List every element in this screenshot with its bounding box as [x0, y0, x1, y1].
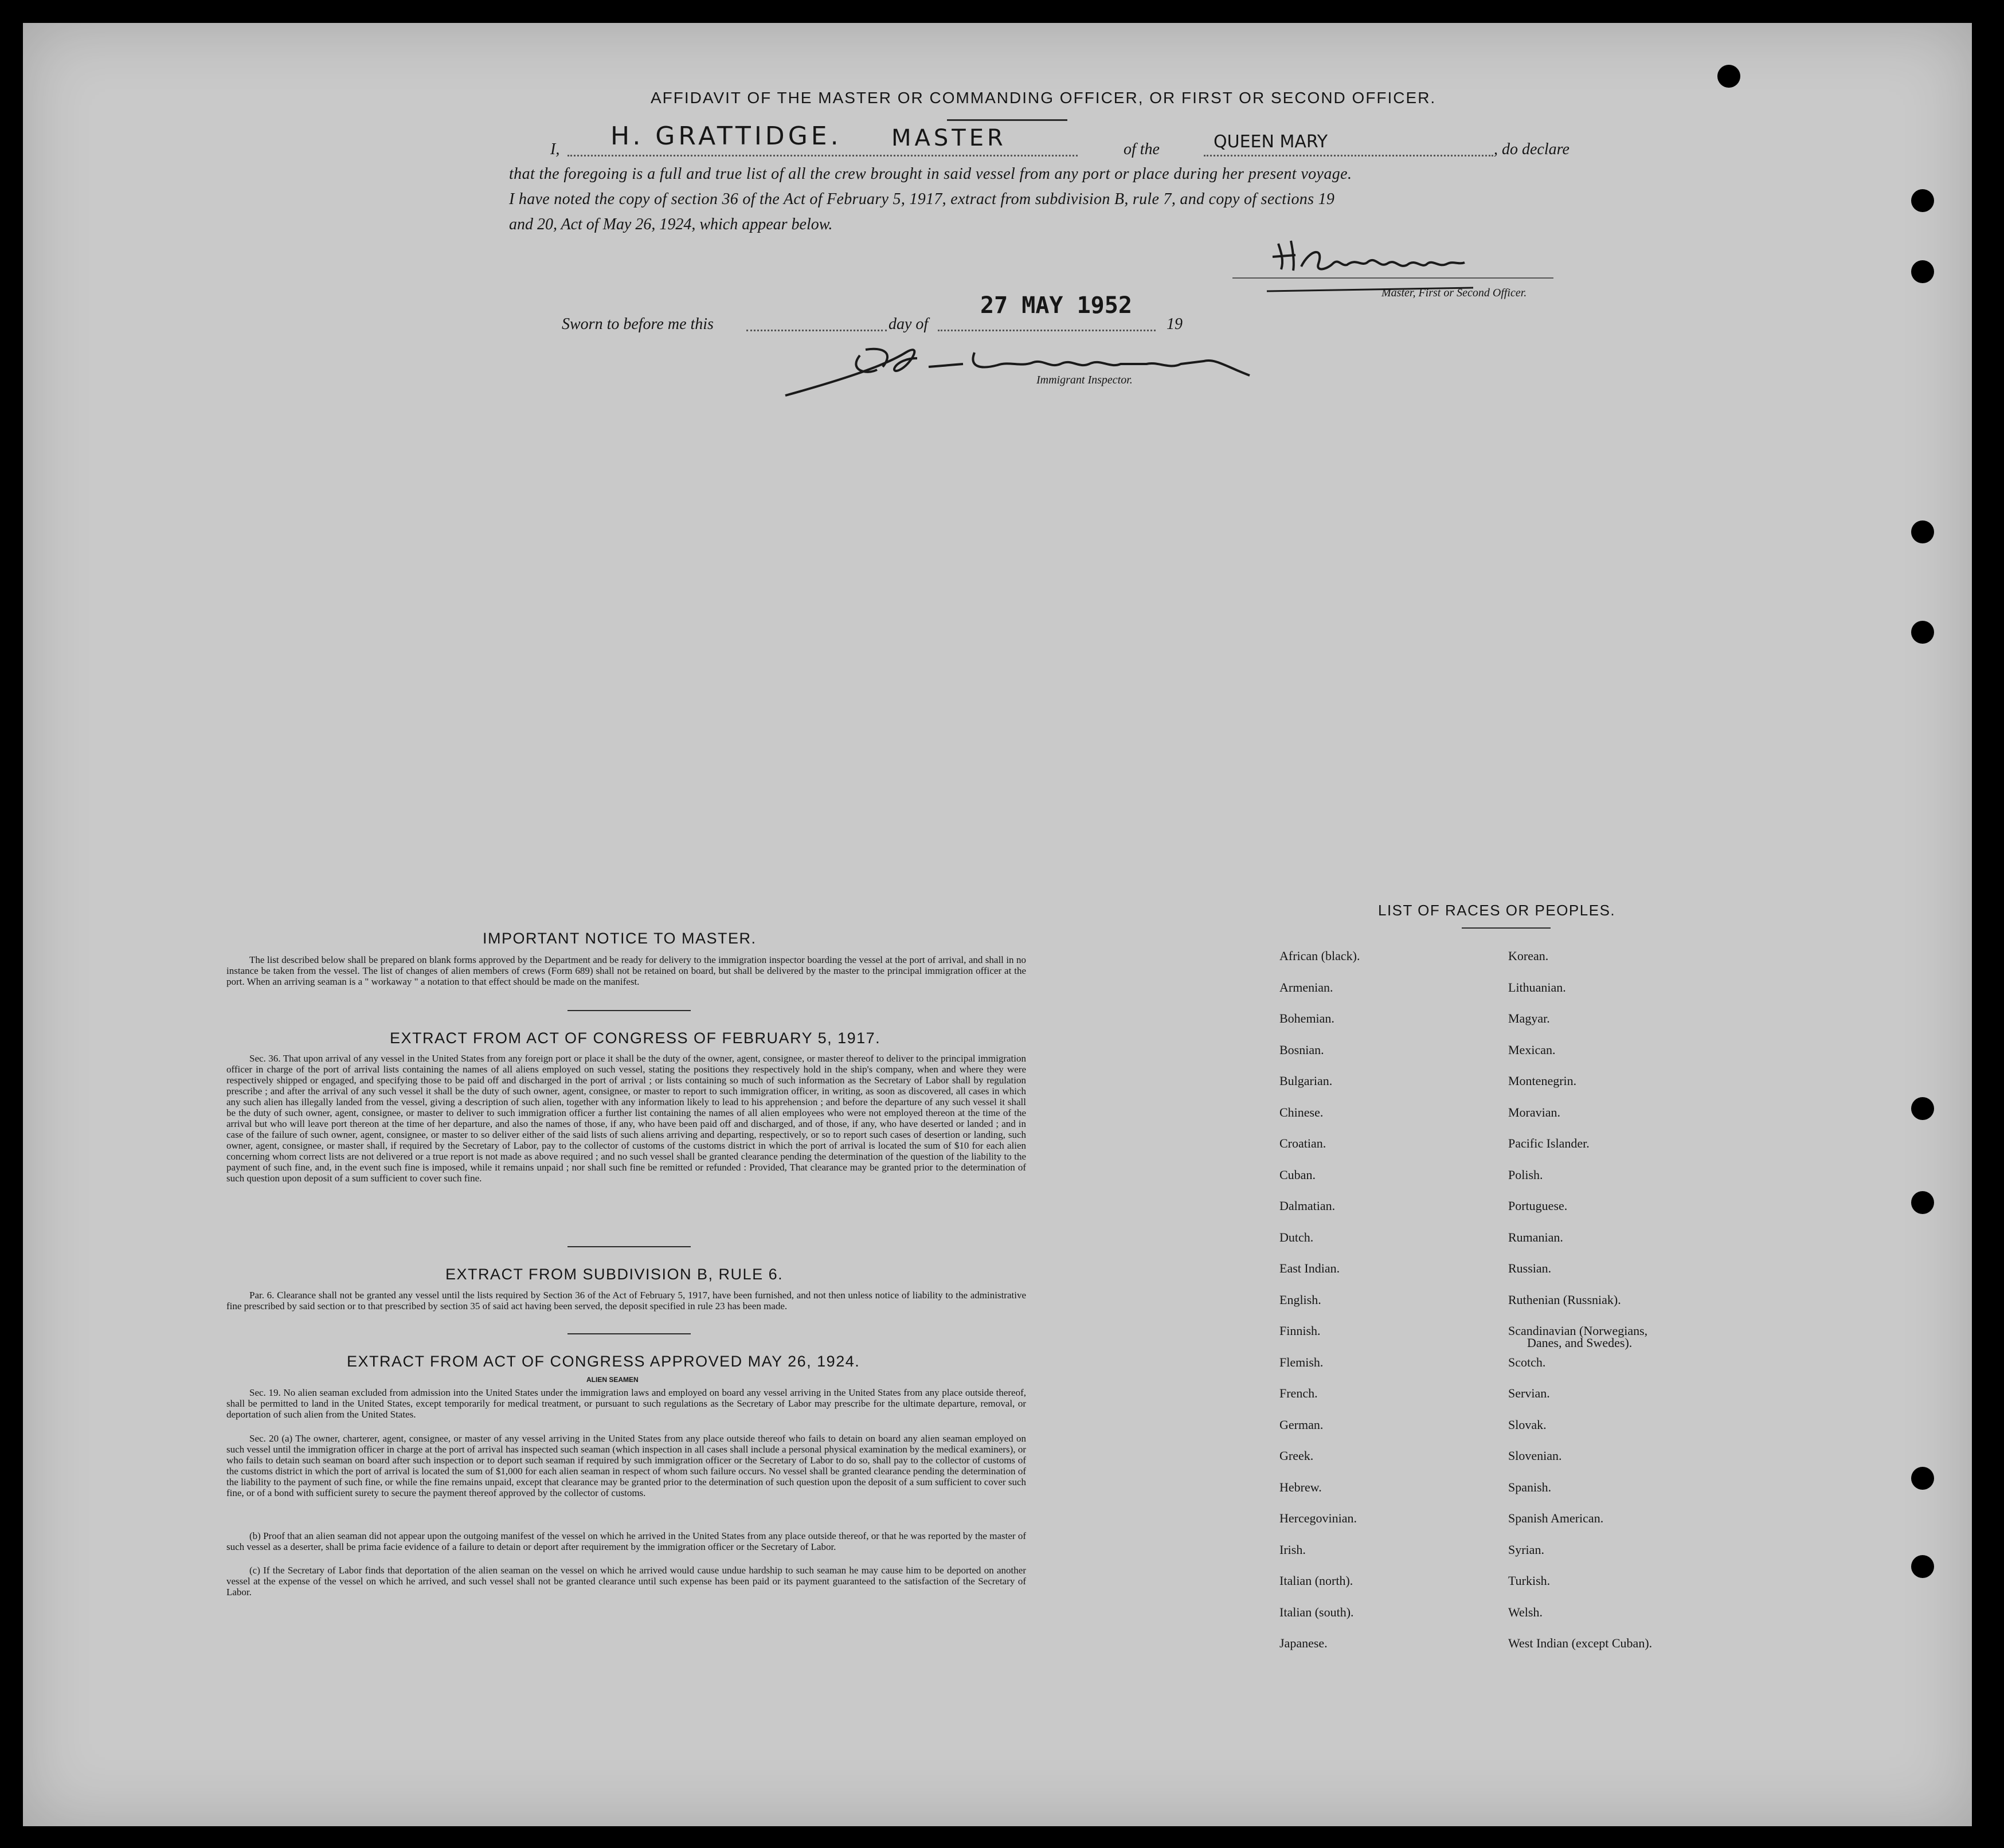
- binder-hole: [1911, 621, 1934, 644]
- race-item: Slovenian.: [1508, 1448, 1562, 1463]
- race-item: Bosnian.: [1279, 1043, 1324, 1057]
- race-item: Scotch.: [1508, 1355, 1546, 1369]
- race-item: Syrian.: [1508, 1542, 1544, 1557]
- race-item: Cuban.: [1279, 1168, 1316, 1182]
- race-item: Pacific Islander.: [1508, 1136, 1590, 1150]
- race-item: Spanish American.: [1508, 1511, 1604, 1525]
- binder-hole: [1911, 260, 1934, 283]
- manifest-page: [23, 23, 1972, 1826]
- race-item: Welsh.: [1508, 1605, 1543, 1619]
- binder-hole: [1911, 1191, 1934, 1214]
- vessel-name: QUEEN MARY: [1214, 132, 1328, 152]
- race-item: Bulgarian.: [1279, 1074, 1333, 1088]
- affidavit-title: AFFIDAVIT OF THE MASTER OR COMMANDING OFFICER, OR FIRST OR SECOND OFFICER.: [651, 89, 1437, 107]
- race-item: French.: [1279, 1386, 1318, 1400]
- race-item: Irish.: [1279, 1542, 1306, 1557]
- notice-body: The list described below shall be prepared on blank forms approved by the Department and be ready for delivery to the immigration inspector boarding the vessel at the port of arrival, and shall in no instance be taken from the vessel. The list of changes of alien members of crews (Form 689) shall not be retained on board, but shall be delivered by the master to the principal immigration officer at the port. When an arriving seaman is a " workaway " a notation to that effect should be made on the manifest.: [226, 954, 1026, 987]
- name-blank-line: [567, 155, 1078, 156]
- race-item: Scandinavian (Norwegians,: [1508, 1324, 1648, 1338]
- affidavit-line-3: I have noted the copy of section 36 of the Act of February 5, 1917, extract from subdivision B, rule 7, and copy of sections 19: [509, 190, 1335, 208]
- race-item: Hebrew.: [1279, 1480, 1322, 1494]
- race-item: Armenian.: [1279, 980, 1333, 995]
- binder-hole: [1911, 1467, 1934, 1490]
- race-item: Croatian.: [1279, 1136, 1326, 1150]
- section-divider: [567, 1246, 691, 1247]
- race-item: Slovak.: [1508, 1418, 1547, 1432]
- subdivision-b-body: Par. 6. Clearance shall not be granted any vessel until the lists required by Section 36 of the Act of February 5, 1917, have been furnished, and not then unless notice of liability to the administrative fine prescribed by said section or to that prescribed by section 35 of said act having been served, the deposit specified in rule 23 has been made.: [226, 1290, 1026, 1311]
- sworn-month-line: [938, 330, 1156, 331]
- master-caption: Master, First or Second Officer.: [1381, 287, 1527, 299]
- vessel-blank-line: [1204, 155, 1493, 156]
- race-item: Turkish.: [1508, 1573, 1551, 1588]
- extract-1917-body: Sec. 36. That upon arrival of any vessel in the United States from any foreign port or place it shall be the duty of the owner, agent, consignee, or master thereof to deliver to the principal immigration officer in charge of the port of arrival lists containing the names of all aliens employed on such vessel, stating the positions they respectively hold in the ship's company, when and where they were respectively shipped or engaged, and specifying those to be paid off and discharged in the port of arrival ; or lists containing so much of such information as the Secretary of Labor shall by regulation prescribe ; and after the arrival of any such vessel it shall be the duty of such owner, agent, consignee, or master to report to such immigration officer, in writing, as soon as discovered, all cases in which any such alien has illegally landed from the vessel, giving a description of such alien, together with any information likely to lead to his apprehension ; and before the departure of any such vessel it shall be the duty of such owner, agent, consignee, or master to deliver to such immigration officer a further list containing the names of all alien employees who were not employed thereon at the time of the arrival but who will leave port thereon at the time of her departure, and also the names of those, if any, who have been paid off and discharged, and of those, if any, who have deserted or landed ; and in case of the failure of such owner, agent, consignee, or master to so deliver either of the said lists of such aliens arriving and departing, respectively, or so to report such cases of desertion or landing, such owner, agent, consignee, or master shall, if required by the Secretary of Labor, pay to the collector of customs of the customs district in which the port of arrival is located the sum of $10 for each alien concerning whom correct lists are not delivered or a true report is not made as above required ; and no such vessel shall be granted clearance pending the determination of the question of the liability to the payment of such fine, and, in the event such fine is imposed, while it remains unpaid ; nor shall such fine be remitted or refunded : Provided, That clearance may be granted prior to the determination of such question upon deposit of a sum sufficient to cover such fine.: [226, 1053, 1026, 1184]
- subdivision-b-title: EXTRACT FROM SUBDIVISION B, RULE 6.: [445, 1266, 784, 1283]
- race-item: English.: [1279, 1293, 1321, 1307]
- race-item: Korean.: [1508, 949, 1549, 963]
- do-declare-label: , do declare: [1494, 140, 1569, 158]
- race-item: East Indian.: [1279, 1261, 1340, 1275]
- race-item: Flemish.: [1279, 1355, 1324, 1369]
- extract-1917-title: EXTRACT FROM ACT OF CONGRESS OF FEBRUARY 5, 1917.: [390, 1029, 881, 1047]
- race-item: Greek.: [1279, 1448, 1314, 1463]
- race-item: Ruthenian (Russniak).: [1508, 1293, 1621, 1307]
- race-item: Mexican.: [1508, 1043, 1556, 1057]
- race-item: Russian.: [1508, 1261, 1552, 1275]
- section-divider: [567, 1333, 691, 1334]
- race-item: Moravian.: [1508, 1105, 1561, 1119]
- races-title: LIST OF RACES OR PEOPLES.: [1378, 902, 1616, 919]
- race-item: Bohemian.: [1279, 1011, 1334, 1025]
- race-item: Italian (south).: [1279, 1605, 1354, 1619]
- affidavit-i-label: I,: [550, 140, 560, 158]
- race-item: Rumanian.: [1508, 1230, 1563, 1244]
- race-item: Servian.: [1508, 1386, 1550, 1400]
- inspector-caption: Immigrant Inspector.: [1036, 374, 1133, 386]
- binder-hole: [1911, 189, 1934, 212]
- inspector-signature: [780, 335, 1255, 398]
- extract-1924-sec20c: (c) If the Secretary of Labor finds that deportation of the alien seaman on the vessel on which he arrived would cause undue hardship to such seaman he may cause him to be deported on another vessel at the expense of the vessel on which he arrived, and such vessel shall not be granted clearance until such expense has been paid or its payment guaranteed to the satisfaction of the Secretary of Labor.: [226, 1565, 1026, 1598]
- race-item: Montenegrin.: [1508, 1074, 1577, 1088]
- race-item: West Indian (except Cuban).: [1508, 1636, 1653, 1650]
- sworn-day-line: [746, 330, 887, 331]
- race-item: Italian (north).: [1279, 1573, 1353, 1588]
- race-item: Spanish.: [1508, 1480, 1552, 1494]
- race-item: Polish.: [1508, 1168, 1543, 1182]
- affidavit-line-2: that the foregoing is a full and true list of all the crew brought in said vessel from any port or place during her present voyage.: [509, 165, 1352, 183]
- race-item: Lithuanian.: [1508, 980, 1566, 995]
- title-underline: [947, 119, 1067, 121]
- race-item: Finnish.: [1279, 1324, 1321, 1338]
- extract-1924-sec19: Sec. 19. No alien seaman excluded from admission into the United States under the immigration laws and employed on board any vessel arriving in the United States from any place outside thereof, shall be permitted to land in the United States, except temporarily for medical treatment, or pursuant to such regulations as the Secretary of Labor may prescribe for the ultimate departure, removal, or deportation of such alien from the United States.: [226, 1387, 1026, 1420]
- race-scandinavian-continuation: Danes, and Swedes).: [1527, 1336, 1633, 1350]
- race-item: German.: [1279, 1418, 1324, 1432]
- race-item: African (black).: [1279, 949, 1360, 963]
- rank-handwritten: MASTER: [891, 125, 1007, 151]
- master-name-handwritten: H. GRATTIDGE.: [610, 122, 842, 151]
- of-the-label: of the: [1124, 140, 1160, 158]
- binder-hole: [1717, 65, 1740, 88]
- year-label: 19: [1167, 315, 1183, 333]
- section-divider: [567, 1010, 691, 1011]
- signature-blank-line: [1232, 277, 1553, 279]
- race-item: Chinese.: [1279, 1105, 1324, 1119]
- extract-1924-sec20b: (b) Proof that an alien seaman did not appear upon the outgoing manifest of the vessel on which he arrived in the United States from any place outside thereof, or that he was reported by the master of such vessel as a deserter, shall be prima facie evidence of a failure to detain or deport after requirement by the immigration officer or the Secretary of Labor.: [226, 1530, 1026, 1552]
- race-item: Japanese.: [1279, 1636, 1328, 1650]
- race-item: Hercegovinian.: [1279, 1511, 1357, 1525]
- day-of-label: day of: [889, 315, 929, 333]
- notice-title: IMPORTANT NOTICE TO MASTER.: [483, 930, 757, 947]
- binder-hole: [1911, 1555, 1934, 1578]
- binder-hole: [1911, 1097, 1934, 1120]
- extract-1924-title: EXTRACT FROM ACT OF CONGRESS APPROVED MAY 26, 1924.: [347, 1353, 860, 1370]
- race-item: Dalmatian.: [1279, 1199, 1336, 1213]
- binder-hole: [1911, 520, 1934, 543]
- alien-seamen-subtitle: ALIEN SEAMEN: [586, 1376, 639, 1384]
- affidavit-line-4: and 20, Act of May 26, 1924, which appear below.: [509, 216, 833, 233]
- master-signature: [1255, 224, 1485, 292]
- races-title-underline: [1462, 927, 1551, 929]
- extract-1924-sec20a: Sec. 20 (a) The owner, charterer, agent, consignee, or master of any vessel arriving in the United States from any place outside thereof who fails to detain on board any alien seaman employed on such vessel until the immigration officer in charge at the port of arrival has inspected such seaman (which inspection in all cases shall include a personal physical examination by the medical examiners), or who fails to detain such seaman on board after such inspection or to deport such seaman if required by such immigration officer or the Secretary of Labor to do so, shall pay to the collector of customs of the customs district in which the port of arrival is located the sum of $1,000 for each alien seaman in respect of whom such failure occurs. No vessel shall be granted clearance pending the determination of the liability to the payment of such fine, or while the fine remains unpaid, except that clearance may be granted prior to the determination of such question upon the deposit of a sum sufficient to cover such fine, or of a bond with sufficient surety to secure the payment thereof approved by the collector of customs.: [226, 1433, 1026, 1498]
- race-item: Dutch.: [1279, 1230, 1314, 1244]
- sworn-label: Sworn to before me this: [562, 315, 714, 333]
- race-item: Magyar.: [1508, 1011, 1550, 1025]
- date-stamp: 27 MAY 1952: [980, 292, 1132, 319]
- race-item: Portuguese.: [1508, 1199, 1568, 1213]
